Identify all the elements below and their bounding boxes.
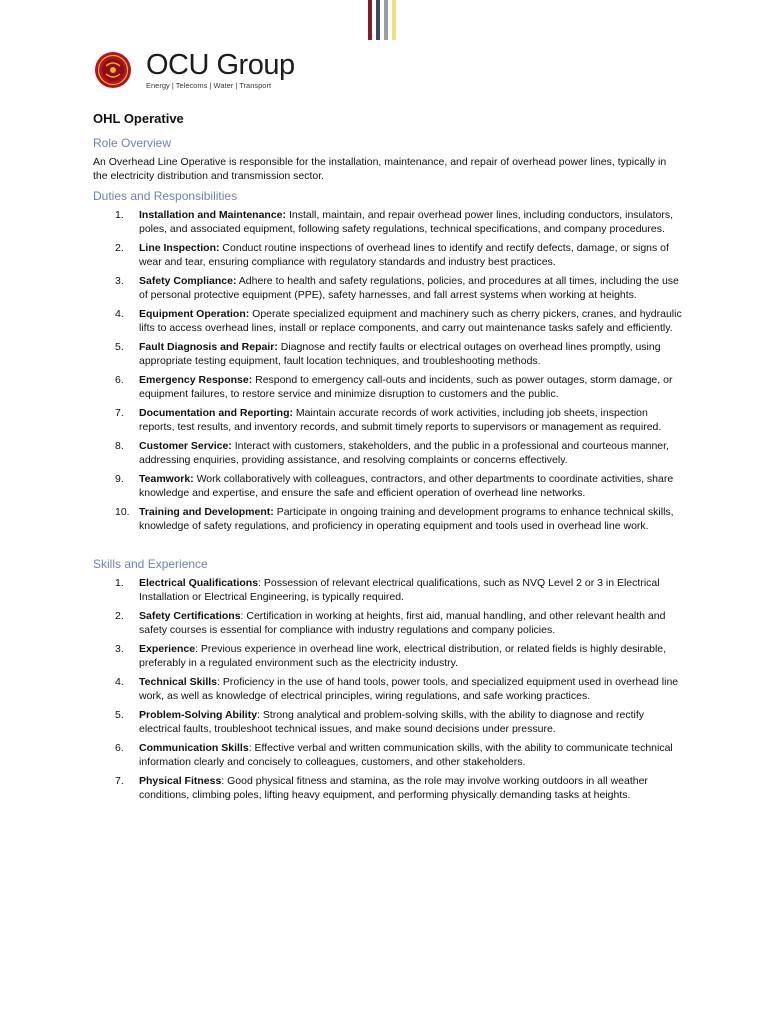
duties-heading: Duties and Responsibilities [93,189,238,203]
duty-item-number: 7. [115,407,124,419]
skill-item-text: : Proficiency in the use of hand tools, power tools, and specialized equipment used in overhead line work, as well as knowledge of electrical principles, wiring regulations, and safe working practices. [139,676,679,702]
skill-item-label: Safety Certifications [139,610,241,622]
skill-item-number: 4. [115,676,124,688]
duty-item-text: Participate in ongoing training and development programs to enhance technical skills, knowledge of safety regulations, and proficiency in operating equipment and tools used in overhead line work. [139,506,674,532]
skill-item-text: : Possession of relevant electrical qualifications, such as NVQ Level 2 or 3 in Electrical Installation or Electrical Engineering, is typically required. [139,577,660,603]
duty-item-label: Fault Diagnosis and Repair: [139,341,278,353]
duty-item-number: 1. [115,209,124,221]
skill-item-label: Technical Skills [139,676,218,688]
skill-item-label: Communication Skills [139,742,249,754]
duty-item [93,275,683,302]
skill-item [93,742,683,769]
duty-item [93,209,683,236]
duty-item-number: 6. [115,374,124,386]
page-title: OHL Operative [93,111,184,126]
duty-item-label: Documentation and Reporting: [139,407,293,419]
brand-stripe-1 [368,0,372,40]
company-tagline: Energy | Telecoms | Water | Transport [146,81,272,90]
document-body [93,111,683,808]
company-name: OCU Group [146,49,295,81]
skill-item [93,676,683,703]
duty-item-label: Line Inspection: [139,242,220,254]
duty-item-text: Diagnose and rectify faults or electrical outages on overhead lines promptly, using appropriate testing equipment, fault location techniques, and troubleshooting methods. [139,341,661,367]
duty-item-label: Customer Service: [139,440,232,452]
duty-item-text: Respond to emergency call-outs and incidents, such as power outages, storm damage, or equipment failures, to restore service and minimize disruption to customers and the public. [139,374,673,400]
skill-item-text: : Certification in working at heights, first aid, manual handling, and other relevant health and safety courses is essential for compliance with industry regulations and company policies. [139,610,666,636]
duty-item-label: Emergency Response: [139,374,253,386]
skill-item-number: 2. [115,610,124,622]
duties-list [93,209,683,533]
duty-item-text: Operate specialized equipment and machinery such as cherry pickers, cranes, and hydraulic lifts to access overhead lines, install or replace components, and carry out maintenance tasks safely and efficiently. [139,308,682,334]
duty-item [93,242,683,269]
ocu-logo-icon [94,51,132,89]
duty-item [93,440,683,467]
duty-item [93,308,683,335]
duty-item [93,407,683,434]
skill-item-label: Physical Fitness [139,775,222,787]
skill-item-number: 7. [115,775,124,787]
company-logo [94,50,295,90]
duty-item [93,374,683,401]
skill-item-label: Problem-Solving Ability [139,709,258,721]
skill-item [93,643,683,670]
duty-item-text: Adhere to health and safety regulations, policies, and procedures at all times, including the use of personal protective equipment (PPE), safety harnesses, and fall arrest systems when working at heights. [139,275,679,301]
duty-item-number: 9. [115,473,124,485]
role-overview-heading: Role Overview [93,136,172,150]
role-overview-text: An Overhead Line Operative is responsible for the installation, maintenance, and repair of overhead power lines, typically in the electricity distribution and transmission sector. [93,156,667,182]
skill-item-label: Experience [139,643,196,655]
duty-item-number: 4. [115,308,124,320]
duty-item-text: Conduct routine inspections of overhead lines to identify and rectify defects, damage, or signs of wear and tear, ensuring compliance with regulatory standards and industry best practices. [139,242,669,268]
duty-item-number: 5. [115,341,124,353]
skill-item-number: 6. [115,742,124,754]
skill-item-label: Electrical Qualifications [139,577,259,589]
duty-item-number: 2. [115,242,124,254]
duty-item-number: 8. [115,440,124,452]
duty-item-label: Training and Development: [139,506,274,518]
brand-stripe-4 [392,0,396,40]
duty-item-text: Install, maintain, and repair overhead power lines, including conductors, insulators, poles, and associated equipment, following safety regulations, technical specifications, and company procedures. [139,209,673,235]
skill-item-text: : Effective verbal and written communication skills, with the ability to communicate technical information clearly and concisely to colleagues, customers, and other stakeholders. [139,742,673,768]
skill-item-text: : Strong analytical and problem-solving skills, with the ability to diagnose and rectify electrical faults, troubleshoot technical issues, and make sound decisions under pressure. [139,709,644,735]
duty-item-number: 10. [115,506,130,518]
duty-item-text: Work collaboratively with colleagues, contractors, and other departments to coordinate activities, share knowledge and expertise, and ensure the safe and efficient operation of overhead line networks. [139,473,674,499]
duty-item-label: Equipment Operation: [139,308,250,320]
skill-item-number: 1. [115,577,124,589]
skills-heading: Skills and Experience [93,557,208,571]
duty-item-label: Installation and Maintenance: [139,209,287,221]
skill-item-number: 5. [115,709,124,721]
skills-list [93,577,683,802]
duty-item [93,506,683,533]
duty-item-text: Maintain accurate records of work activities, including job sheets, inspection reports, test results, and inventory records, and submit timely reports to supervisors or management as required. [139,407,662,433]
brand-stripe-2 [376,0,380,40]
duty-item-text: Interact with customers, stakeholders, and the public in a professional and courteous manner, addressing enquiries, providing assistance, and resolving complaints or concerns effectively. [139,440,669,466]
brand-stripes [368,0,400,40]
skill-item [93,610,683,637]
duty-item-label: Safety Compliance: [139,275,237,287]
skill-item [93,577,683,604]
duty-item-number: 3. [115,275,124,287]
brand-stripe-3 [384,0,388,40]
duty-item [93,341,683,368]
skill-item [93,775,683,802]
duty-item-label: Teamwork: [139,473,194,485]
section-spacer [93,539,683,557]
skill-item [93,709,683,736]
skill-item-number: 3. [115,643,124,655]
duty-item [93,473,683,500]
skill-item-text: : Good physical fitness and stamina, as the role may involve working outdoors in all weather conditions, climbing poles, lifting heavy equipment, and performing physically demanding tasks at heights. [139,775,648,801]
skill-item-text: : Previous experience in overhead line work, electrical distribution, or related fields is highly desirable, preferably in a regulated environment such as the electricity industry. [139,643,667,669]
